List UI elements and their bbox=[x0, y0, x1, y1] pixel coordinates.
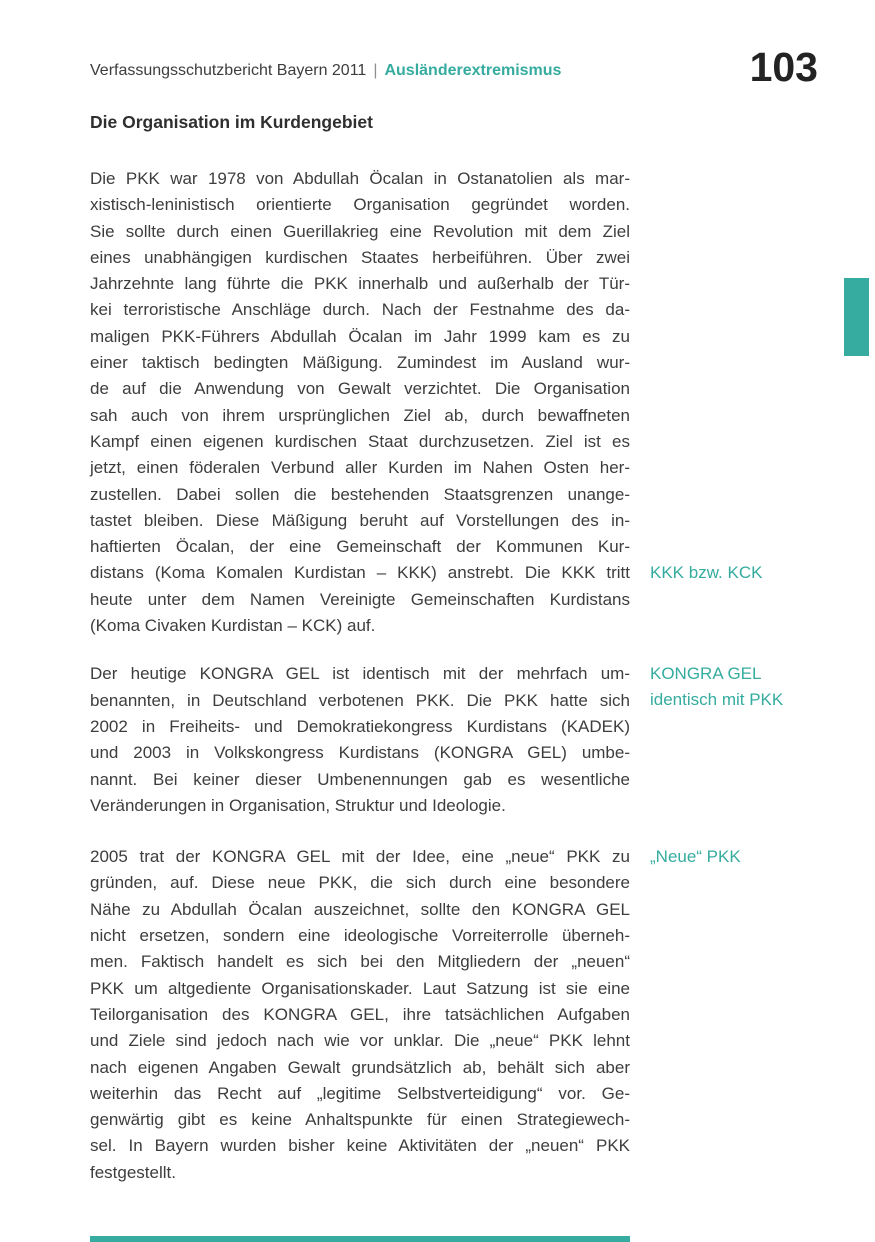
text-line: Veränderungen in Organisation, Struktur und Ideologie. bbox=[90, 795, 506, 815]
text-line: KKK bzw. KCK bbox=[650, 563, 763, 582]
text-line: nach eigenen Angaben Gewalt grundsätzlich ab, behält sich aber bbox=[90, 1057, 630, 1077]
paragraph-pkk-history bbox=[90, 166, 630, 639]
paragraph-kongra-gel bbox=[90, 661, 630, 819]
text-line: Nähe zu Abdullah Öcalan auszeichnet, sollte den KONGRA GEL bbox=[90, 899, 630, 919]
page-number: 103 bbox=[749, 44, 818, 90]
text-line: Teilorganisation des KONGRA GEL, ihre tatsächlichen Aufgaben bbox=[90, 1004, 630, 1024]
chapter-side-tab bbox=[844, 278, 869, 356]
text-line: haftierten Öcalan, der eine Gemeinschaft der Kommunen Kur- bbox=[90, 537, 630, 557]
body-text-column bbox=[90, 166, 630, 1186]
text-line: „Neue“ PKK bbox=[650, 847, 741, 866]
text-line: heute unter dem Namen Vereinigte Gemeinschaften Kurdistans bbox=[90, 589, 630, 609]
margin-note-kkk-kck bbox=[650, 560, 865, 586]
text-line: maligen PKK-Führers Abdullah Öcalan im Jahr 1999 kam es zu bbox=[90, 326, 630, 346]
text-line: sah auch von ihrem ursprünglichen Ziel ab, durch bewaffneten bbox=[90, 405, 630, 425]
text-line: xistisch-leninistisch orientierte Organisation gegründet worden. bbox=[90, 195, 630, 215]
header-separator: | bbox=[373, 62, 378, 79]
page-header bbox=[90, 62, 561, 80]
chapter-title: Ausländerextremismus bbox=[384, 62, 562, 79]
text-line: KONGRA GEL bbox=[650, 664, 762, 683]
text-line: Jahrzehnte lang führte die PKK innerhalb und außerhalb der Tür- bbox=[90, 274, 630, 294]
text-line: Kampf einen eigenen kurdischen Staat durchzusetzen. Ziel ist es bbox=[90, 431, 630, 451]
text-line: 2005 trat der KONGRA GEL mit der Idee, eine „neue“ PKK zu bbox=[90, 847, 630, 867]
text-line: benannten, in Deutschland verbotenen PKK. Die PKK hatte sich bbox=[90, 690, 630, 710]
margin-note-kongra-gel-identisch bbox=[650, 661, 865, 714]
text-line: de auf die Anwendung von Gewalt verzichtet. Die Organisation bbox=[90, 379, 630, 399]
text-line: genwärtig gibt es keine Anhaltspunkte für einen Strategiewech- bbox=[90, 1110, 630, 1130]
text-line: nicht ersetzen, sondern eine ideologische Vorreiterrolle überneh- bbox=[90, 926, 630, 946]
text-line: Der heutige KONGRA GEL ist identisch mit der mehrfach um- bbox=[90, 664, 630, 684]
text-line: einer taktisch bedingten Mäßigung. Zumindest im Ausland wur- bbox=[90, 353, 630, 373]
text-line: gründen, auf. Diese neue PKK, die sich durch eine besondere bbox=[90, 873, 630, 893]
text-line: nannt. Bei keiner dieser Umbenennungen gab es wesentliche bbox=[90, 769, 630, 789]
text-line: weiterhin das Recht auf „legitime Selbstverteidigung“ vor. Ge- bbox=[90, 1083, 630, 1103]
text-line: Sie sollte durch einen Guerillakrieg eine Revolution mit dem Ziel bbox=[90, 221, 630, 241]
footer-accent-bar bbox=[90, 1236, 630, 1242]
text-line: und 2003 in Volkskongress Kurdistans (KONGRA GEL) umbe- bbox=[90, 743, 630, 763]
text-line: eines unabhängigen kurdischen Staates herbeiführen. Über zwei bbox=[90, 247, 630, 267]
text-line: Die PKK war 1978 von Abdullah Öcalan in Ostanatolien als mar- bbox=[90, 169, 630, 188]
report-title: Verfassungsschutzbericht Bayern 2011 bbox=[90, 62, 367, 79]
text-line: 2002 in Freiheits- und Demokratiekongress Kurdistans (KADEK) bbox=[90, 716, 630, 736]
text-line: festgestellt. bbox=[90, 1162, 176, 1182]
text-line: kei terroristische Anschläge durch. Nach der Festnahme des da- bbox=[90, 300, 630, 320]
section-heading: Die Organisation im Kurdengebiet bbox=[90, 112, 373, 132]
text-line: (Koma Civaken Kurdistan – KCK) auf. bbox=[90, 616, 376, 636]
text-line: men. Faktisch handelt es sich bei den Mitgliedern der „neuen“ bbox=[90, 952, 630, 972]
text-line: sel. In Bayern wurden bisher keine Aktivitäten der „neuen“ PKK bbox=[90, 1136, 630, 1156]
text-line: PKK um altgediente Organisationskader. Laut Satzung ist sie eine bbox=[90, 978, 630, 998]
text-line: identisch mit PKK bbox=[650, 690, 784, 710]
margin-note-neue-pkk bbox=[650, 844, 865, 870]
paragraph-neue-pkk bbox=[90, 844, 630, 1186]
text-line: zustellen. Dabei sollen die bestehenden Staatsgrenzen unange- bbox=[90, 484, 630, 504]
text-line: tastet bleiben. Diese Mäßigung beruht auf Vorstellungen des in- bbox=[90, 510, 630, 530]
text-line: distans (Koma Komalen Kurdistan – KKK) anstrebt. Die KKK tritt bbox=[90, 563, 630, 583]
text-line: jetzt, einen föderalen Verbund aller Kurden im Nahen Osten her- bbox=[90, 458, 630, 478]
text-line: und Ziele sind jedoch nach wie vor unklar. Die „neue“ PKK lehnt bbox=[90, 1031, 630, 1051]
